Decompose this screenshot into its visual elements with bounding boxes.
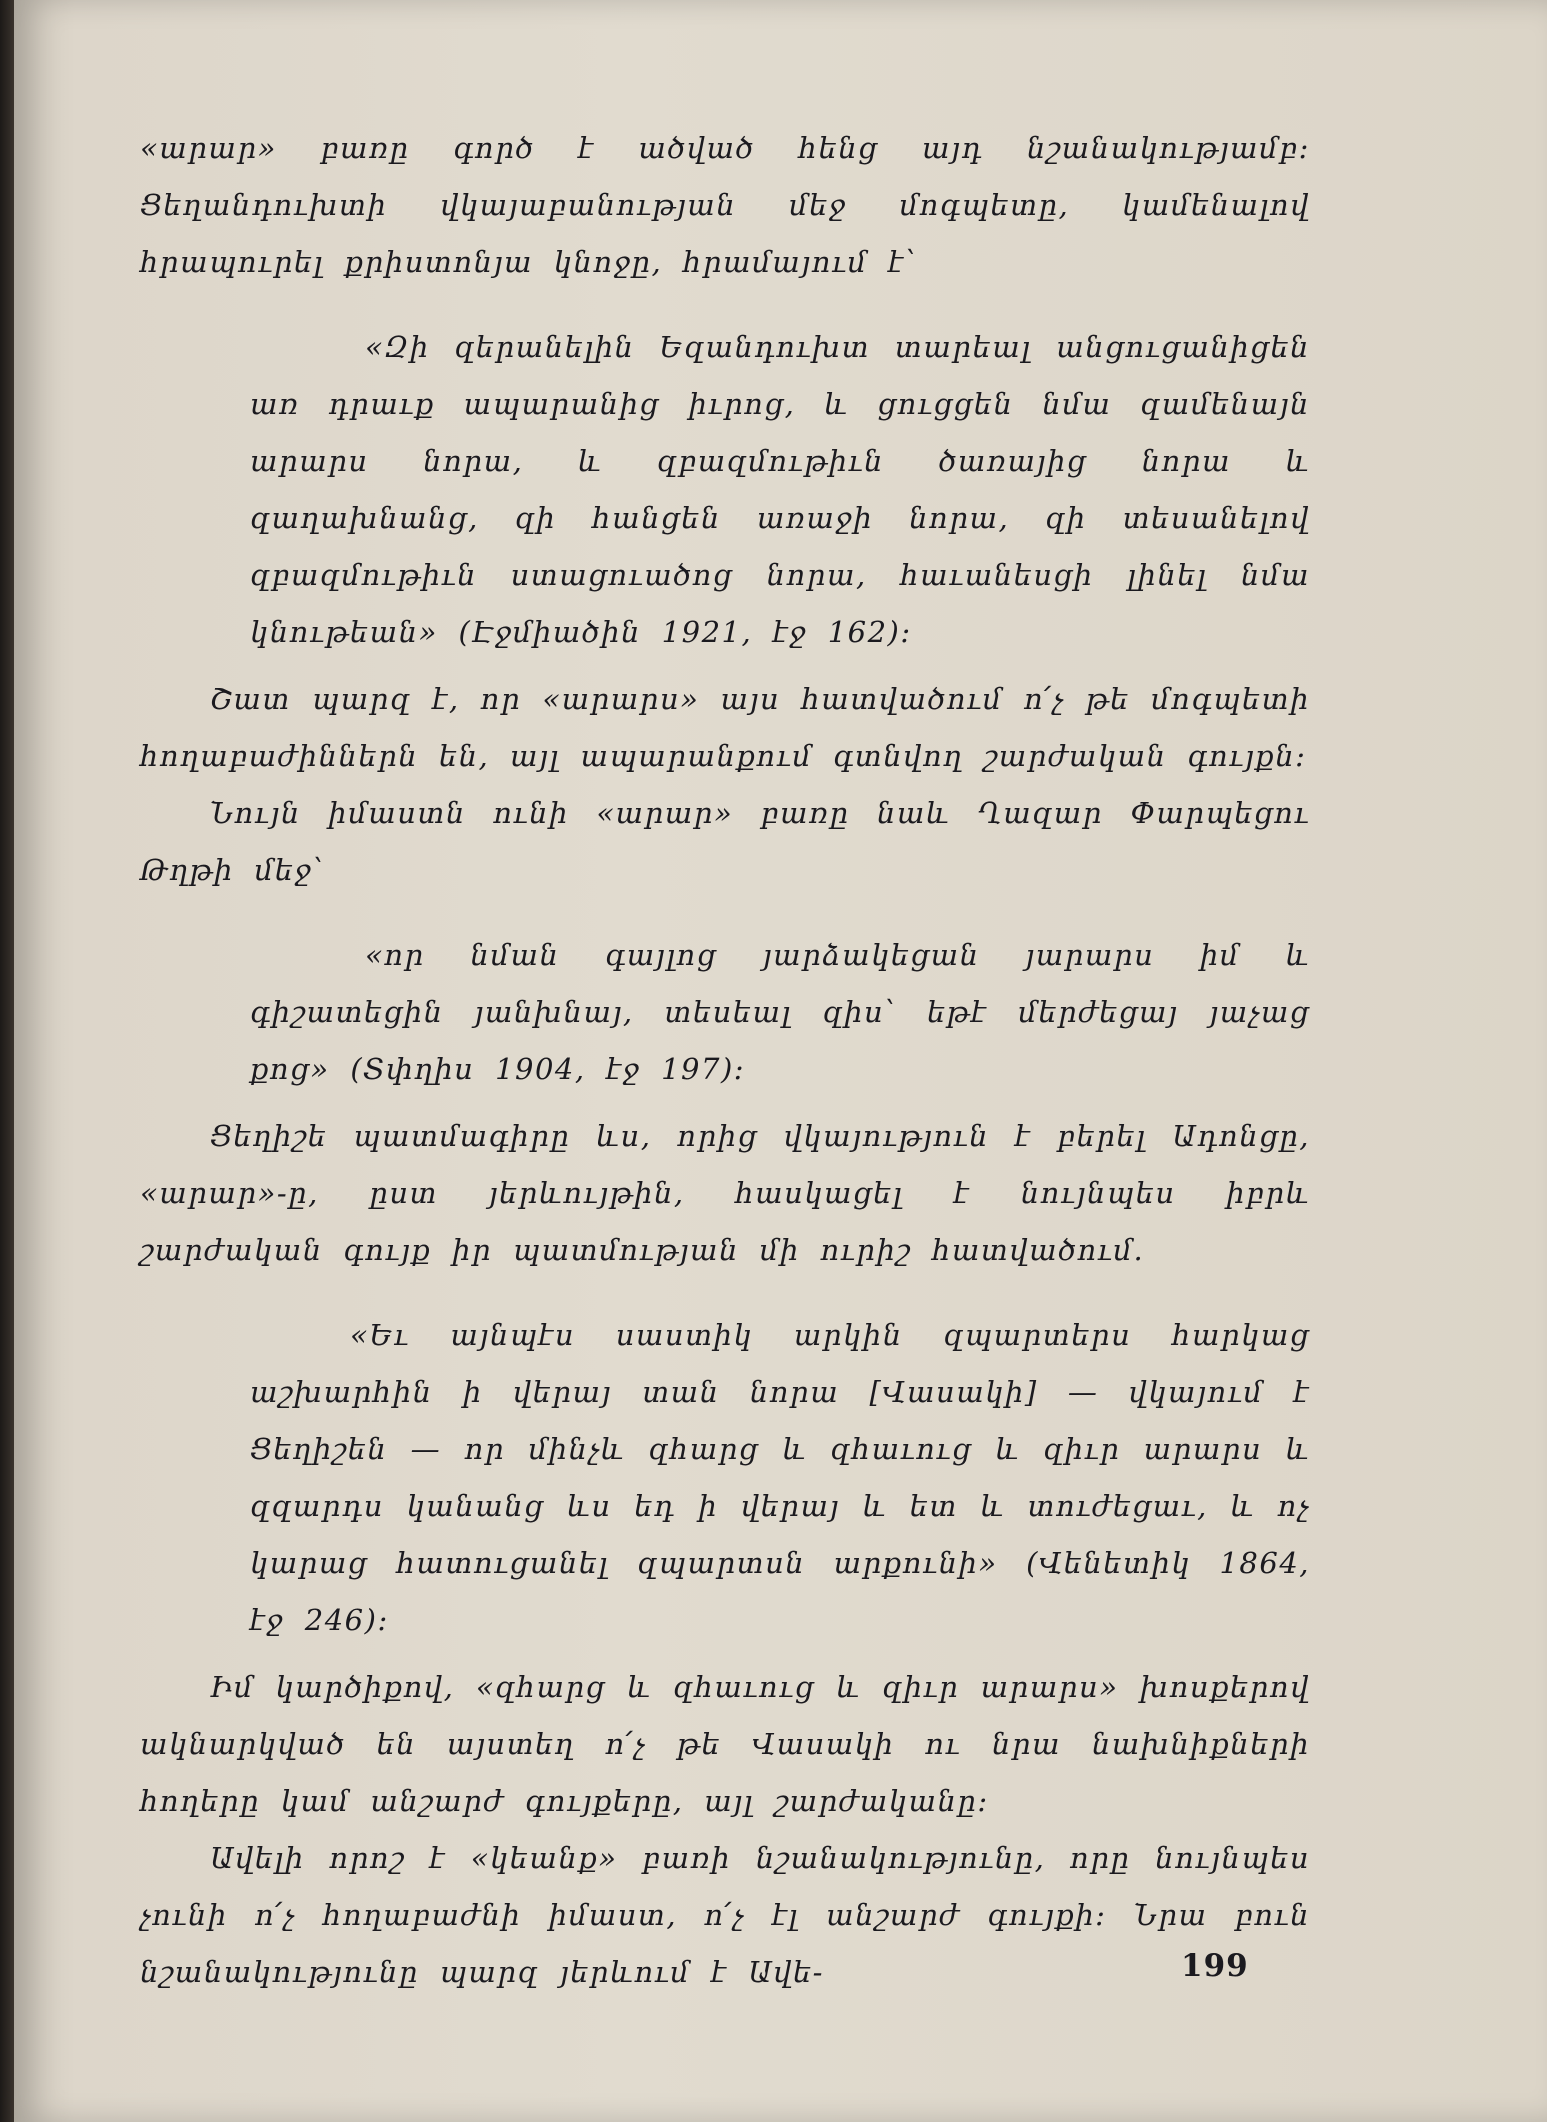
paragraph-intro: «արար» բառը գործ է ածված հենց այդ նշանակությամբ։ Ցեղանդուխտի վկայաբանության մեջ մոգպետը, կամենալով հրապուրել քրիստոնյա կնոջը, հրամայում է՝ bbox=[140, 131, 1310, 279]
book-page bbox=[14, 0, 1547, 2122]
paragraph-parpetsi-intro: Նույն իմաստն ունի «արար» բառը նաև Ղազար Փարպեցու Թղթի մեջ՝ bbox=[140, 796, 1310, 887]
quote-parpetsi: «որ նման գայլոց յարձակեցան յարարս իմ և գիշատեցին յանխնայ, տեսեալ զիս՝ եթէ մերժեցայ յաչաց քոց» (Տփղիս 1904, էջ 197)։ bbox=[250, 938, 1310, 1086]
quote-yeghishe: «Եւ այնպէս սաստիկ արկին զպարտերս հարկաց աշխարհին ի վերայ տան նորա [Վասակի] — վկայում է Ցեղիշեն — որ մինչև զհարց և զհաւուց և զիւր արարս և զզարդս կանանց ևս եդ ի վերայ և ետ և տուժեցաւ, և ոչ կարաց հատուցանել զպարտսն արքունի» (Վենետիկ 1864, էջ 246)։ bbox=[250, 1318, 1310, 1637]
paragraph-commentary-2: Իմ կարծիքով, «զհարց և զհաւուց և զիւր արարս» խոսքերով ակնարկված են այստեղ ո՛չ թե Վասակի ու նրա նախնիքների հողերը կամ անշարժ գույքերը, այլ շարժականը։ bbox=[140, 1670, 1310, 1818]
quote-yezandukht: «Զի զերանելին Եզանդուխտ տարեալ անցուցանիցեն առ դրաւք ապարանից իւրոց, և ցուցցեն նմա զամենայն արարս նորա, և զբազմութիւն ծառայից նորա և զաղախնանց, զի հանցեն առաջի նորա, զի տեսանելով զբազմութիւն ստացուածոց նորա, հաւանեսցի լինել նմա կնութեան» (Էջմիածին 1921, էջ 162)։ bbox=[250, 330, 1310, 649]
page-number: 199 bbox=[1181, 1948, 1249, 1984]
page-text bbox=[140, 120, 1310, 2001]
paragraph-keank: Ավելի որոշ է «կեանք» բառի նշանակությունը, որը նույնպես չունի ո՛չ հողաբաժնի իմաստ, ո՛չ էլ անշարժ գույքի։ Նրա բուն նշանակությունը պարզ յերևում է Ավե- bbox=[140, 1841, 1310, 1989]
paragraph-commentary-1: Շատ պարզ է, որ «արարս» այս հատվածում ո՛չ թե մոգպետի հողաբաժիններն են, այլ ապարանքում գտնվող շարժական գույքն։ bbox=[140, 682, 1310, 773]
book-spine-shadow bbox=[0, 0, 14, 2122]
paragraph-yeghishe-intro: Ցեղիշե պատմագիրը ևս, որից վկայություն է բերել Ադոնցը, «արար»-ը, ըստ յերևույթին, հասկացել է նույնպես իբրև շարժական գույք իր պատմության մի ուրիշ հատվածում. bbox=[140, 1119, 1310, 1267]
